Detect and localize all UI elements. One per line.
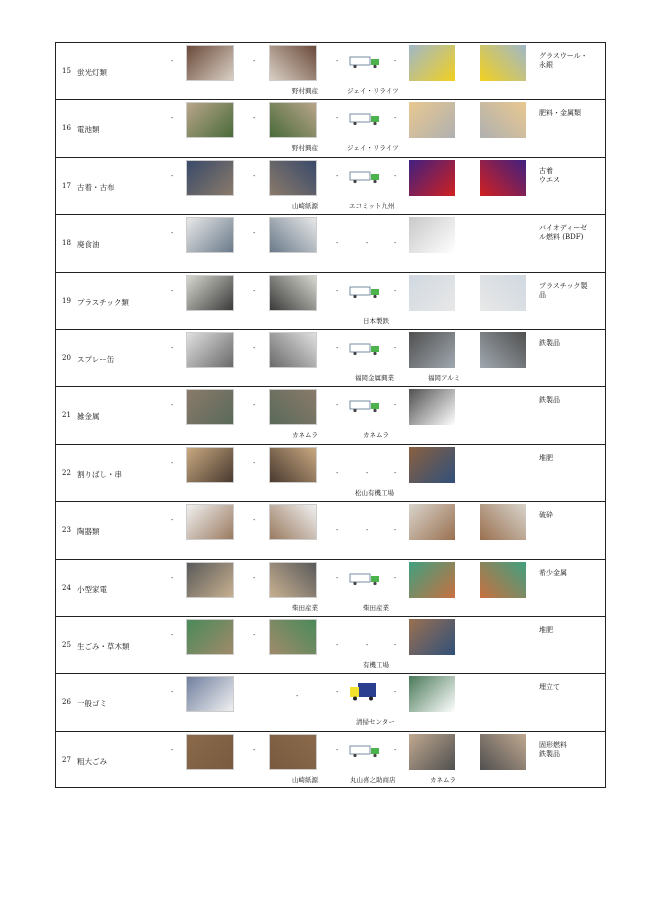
result-text: 埋立て bbox=[539, 683, 560, 692]
dash-mark: - bbox=[171, 631, 174, 639]
result-photo bbox=[409, 676, 455, 712]
dash-mark: - bbox=[394, 468, 397, 477]
row-number: 21 bbox=[62, 411, 71, 420]
item-name: 割りばし・串 bbox=[77, 469, 122, 479]
table-row bbox=[56, 330, 605, 387]
result-text: 鉄製品 bbox=[539, 339, 560, 347]
item-photo bbox=[186, 619, 234, 655]
result-photo bbox=[409, 389, 455, 425]
company-label: カネムラ bbox=[363, 431, 389, 440]
truck-icon bbox=[348, 112, 382, 126]
dash-mark: - bbox=[253, 229, 256, 238]
dash-mark: - bbox=[171, 286, 174, 295]
company-label: 柴田産業 bbox=[292, 603, 318, 612]
row-number: 18 bbox=[62, 239, 71, 248]
dash-mark: - bbox=[394, 401, 397, 410]
dash-mark: - bbox=[253, 344, 256, 352]
company-label: 日本製鉄 bbox=[363, 316, 389, 325]
garbage-truck-icon bbox=[348, 680, 378, 702]
result-text: 堆肥 bbox=[539, 626, 553, 634]
company-label: 福岡アルミ bbox=[428, 374, 461, 382]
dash-mark: - bbox=[394, 171, 397, 180]
product-photo bbox=[480, 160, 526, 196]
company-label: 松山有機工場 bbox=[355, 488, 394, 497]
row-number: 26 bbox=[62, 698, 71, 707]
item-name: 蛍光灯類 bbox=[77, 68, 107, 77]
dash-mark: - bbox=[394, 286, 397, 295]
collection-photo bbox=[269, 332, 317, 368]
dash-mark: - bbox=[336, 171, 339, 180]
row-number: 24 bbox=[62, 583, 71, 592]
product-photo bbox=[480, 332, 526, 368]
company-label: ジェイ・リライツ bbox=[347, 144, 399, 153]
dash-mark: - bbox=[336, 641, 339, 649]
result-photo bbox=[409, 332, 455, 368]
result-text: グラスウール・ 永銀 bbox=[539, 52, 588, 69]
dash-mark: - bbox=[336, 344, 339, 352]
item-photo bbox=[186, 217, 234, 253]
dash-mark: - bbox=[171, 401, 174, 410]
result-text: 古着 ウエス bbox=[539, 166, 560, 184]
item-photo bbox=[186, 562, 234, 598]
item-name: 粗大ごみ bbox=[77, 756, 107, 766]
product-photo bbox=[480, 45, 526, 81]
dash-mark: - bbox=[336, 526, 339, 535]
company-label: エコミット九州 bbox=[349, 201, 395, 210]
item-photo bbox=[186, 275, 234, 311]
item-name: 生ごみ・草木類 bbox=[77, 642, 130, 651]
dash-mark: - bbox=[171, 573, 174, 582]
dash-mark: - bbox=[336, 573, 339, 582]
dash-mark: - bbox=[253, 458, 256, 467]
dash-mark: - bbox=[394, 57, 397, 65]
truck-icon bbox=[348, 55, 382, 69]
item-photo bbox=[186, 389, 234, 425]
result-photo bbox=[409, 217, 455, 253]
company-label: 福岡金属興業 bbox=[355, 374, 394, 382]
product-photo bbox=[480, 504, 526, 540]
table-row bbox=[56, 100, 605, 157]
dash-mark: - bbox=[336, 401, 339, 410]
truck-icon bbox=[348, 744, 382, 758]
dash-mark: - bbox=[171, 458, 174, 467]
result-photo bbox=[409, 160, 455, 196]
company-label: 柴田産業 bbox=[363, 603, 389, 612]
result-text: プラスチック製 品 bbox=[539, 281, 588, 299]
collection-photo bbox=[269, 562, 317, 598]
collection-photo bbox=[269, 389, 317, 425]
item-name: 小型家電 bbox=[77, 584, 107, 594]
dash-mark: - bbox=[336, 57, 339, 65]
item-name: スプレー缶 bbox=[77, 355, 115, 364]
result-text: 肥料・金属類 bbox=[539, 109, 581, 118]
company-label: 清掃センター bbox=[356, 718, 395, 727]
dash-mark: - bbox=[394, 688, 397, 697]
table-row bbox=[56, 215, 605, 272]
row-number: 27 bbox=[62, 755, 71, 764]
collection-photo bbox=[269, 275, 317, 311]
dash-mark: - bbox=[394, 344, 397, 352]
result-text: 堆肥 bbox=[539, 453, 553, 462]
dash-mark: - bbox=[253, 745, 256, 754]
recycling-table bbox=[55, 42, 606, 788]
result-photo bbox=[409, 619, 455, 655]
dash-mark: - bbox=[253, 171, 256, 180]
collection-photo bbox=[269, 102, 317, 138]
item-photo bbox=[186, 160, 234, 196]
dash-mark: - bbox=[394, 745, 397, 754]
dash-mark: - bbox=[394, 526, 397, 535]
row-number: 19 bbox=[62, 296, 71, 305]
table-row bbox=[56, 617, 605, 674]
dash-mark: - bbox=[253, 573, 256, 582]
dash-mark: - bbox=[336, 286, 339, 295]
table-row bbox=[56, 387, 605, 444]
collection-photo bbox=[269, 504, 317, 540]
row-number: 23 bbox=[62, 526, 71, 535]
result-text: 固形燃料 鉄製品 bbox=[539, 740, 567, 758]
table-row bbox=[56, 273, 605, 330]
product-photo bbox=[480, 275, 526, 311]
dash-mark: - bbox=[171, 688, 174, 697]
row-number: 16 bbox=[62, 124, 71, 133]
item-photo bbox=[186, 504, 234, 540]
item-name: 古着・古布 bbox=[77, 182, 115, 192]
collection-photo bbox=[269, 45, 317, 81]
result-photo bbox=[409, 45, 455, 81]
truck-icon bbox=[348, 285, 382, 299]
item-photo bbox=[186, 676, 234, 712]
item-photo bbox=[186, 447, 234, 483]
dash-mark: - bbox=[253, 114, 256, 123]
dash-mark: - bbox=[253, 286, 256, 295]
dash-mark: - bbox=[394, 573, 397, 582]
result-text: バイオディーゼ ル燃料 (BDF) bbox=[539, 224, 588, 242]
item-name: 一般ゴミ bbox=[77, 699, 107, 709]
dash-mark: - bbox=[296, 692, 299, 701]
dash-mark: - bbox=[171, 745, 174, 754]
truck-icon bbox=[348, 342, 382, 356]
dash-mark: - bbox=[394, 114, 397, 123]
dash-mark: - bbox=[253, 516, 256, 525]
result-text: 希少金属 bbox=[539, 568, 567, 577]
table-row bbox=[56, 732, 605, 789]
dash-mark: - bbox=[171, 171, 174, 180]
item-name: プラスチック類 bbox=[77, 297, 129, 307]
collection-photo bbox=[269, 734, 317, 770]
row-number: 22 bbox=[62, 468, 71, 477]
result-text: 破砕 bbox=[539, 511, 553, 520]
dash-mark: - bbox=[366, 641, 369, 649]
item-photo bbox=[186, 734, 234, 770]
company-label: 野村興産 bbox=[292, 144, 318, 153]
company-label: カネムラ bbox=[430, 775, 456, 784]
result-photo bbox=[409, 504, 455, 540]
truck-icon bbox=[348, 399, 382, 413]
product-photo bbox=[480, 102, 526, 138]
dash-mark: - bbox=[394, 239, 397, 248]
dash-mark: - bbox=[171, 57, 174, 65]
company-label: カネムラ bbox=[292, 431, 318, 440]
result-photo bbox=[409, 447, 455, 483]
item-name: 電池類 bbox=[77, 125, 100, 135]
table-row bbox=[56, 158, 605, 215]
company-label: ジェイ・リライツ bbox=[347, 87, 399, 95]
dash-mark: - bbox=[171, 516, 174, 525]
table-row bbox=[56, 674, 605, 731]
dash-mark: - bbox=[336, 468, 339, 477]
product-photo bbox=[480, 562, 526, 598]
company-label: 丸山喜之助商店 bbox=[350, 775, 396, 784]
dash-mark: - bbox=[366, 239, 369, 248]
dash-mark: - bbox=[171, 344, 174, 352]
collection-photo bbox=[269, 160, 317, 196]
dash-mark: - bbox=[336, 688, 339, 697]
company-label: 有機工場 bbox=[363, 661, 389, 669]
dash-mark: - bbox=[253, 401, 256, 410]
dash-mark: - bbox=[253, 57, 256, 65]
dash-mark: - bbox=[366, 468, 369, 477]
dash-mark: - bbox=[171, 229, 174, 238]
company-label: 山崎紙源 bbox=[292, 201, 318, 210]
row-number: 20 bbox=[62, 354, 71, 362]
row-number: 15 bbox=[62, 67, 71, 75]
result-photo bbox=[409, 562, 455, 598]
item-photo bbox=[186, 102, 234, 138]
dash-mark: - bbox=[336, 239, 339, 248]
item-name: 廃食油 bbox=[77, 240, 100, 250]
row-number: 25 bbox=[62, 641, 71, 649]
company-label: 野村興産 bbox=[292, 87, 318, 95]
item-photo bbox=[186, 45, 234, 81]
collection-photo bbox=[269, 619, 317, 655]
dash-mark: - bbox=[366, 526, 369, 535]
dash-mark: - bbox=[171, 114, 174, 123]
company-label: 山崎紙源 bbox=[292, 775, 318, 784]
truck-icon bbox=[348, 572, 382, 586]
item-name: 陶器類 bbox=[77, 527, 100, 537]
table-row bbox=[56, 445, 605, 502]
table-row bbox=[56, 502, 605, 559]
dash-mark: - bbox=[394, 641, 397, 649]
result-photo bbox=[409, 734, 455, 770]
collection-photo bbox=[269, 217, 317, 253]
result-photo bbox=[409, 275, 455, 311]
table-row bbox=[56, 560, 605, 617]
result-text: 鉄製品 bbox=[539, 396, 560, 405]
collection-photo bbox=[269, 447, 317, 483]
result-photo bbox=[409, 102, 455, 138]
dash-mark: - bbox=[336, 114, 339, 123]
product-photo bbox=[480, 734, 526, 770]
row-number: 17 bbox=[62, 181, 71, 190]
dash-mark: - bbox=[336, 745, 339, 754]
dash-mark: - bbox=[253, 631, 256, 639]
item-name: 雑金属 bbox=[77, 412, 100, 422]
item-photo bbox=[186, 332, 234, 368]
truck-icon bbox=[348, 170, 382, 184]
table-row bbox=[56, 43, 605, 100]
